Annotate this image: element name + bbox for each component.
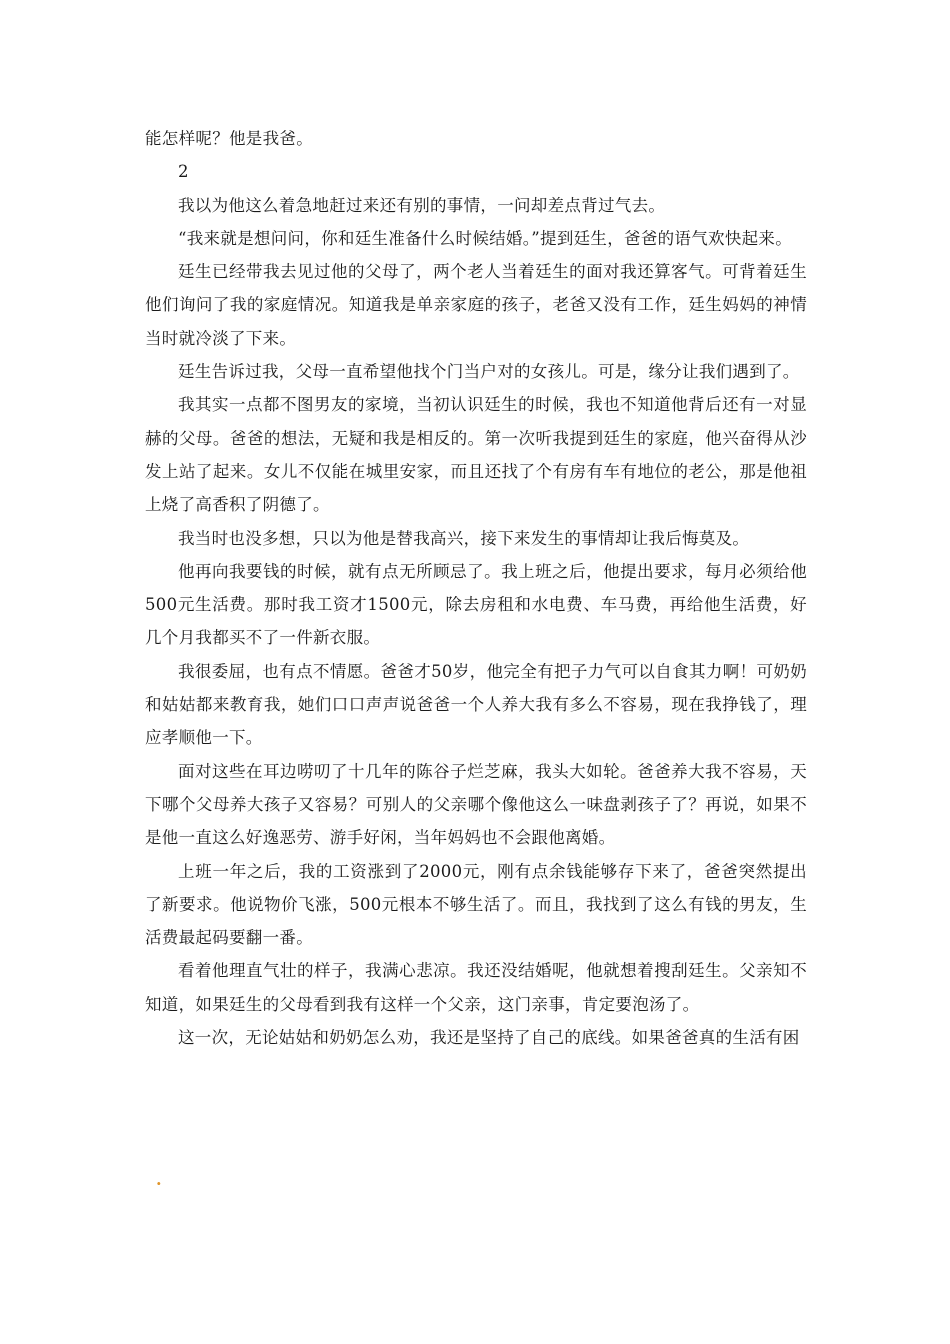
paragraph: 他再向我要钱的时候，就有点无所顾忌了。我上班之后，他提出要求，每月必须给他500元生活费。那时我工资才1500元，除去房租和水电费、车马费，再给他生活费，好几个月我都买不了一件新衣服。 (145, 561, 807, 648)
paragraph: 面对这些在耳边唠叨了十几年的陈谷子烂芝麻，我头大如轮。爸爸养大我不容易，天下哪个父母养大孩子又容易？可别人的父亲哪个像他这么一味盘剥孩子了？再说，如果不是他一直这么好逸恶劳、游手好闲，当年妈妈也不会跟他离婚。 (145, 761, 807, 848)
paragraph: 看着他理直气壮的样子，我满心悲凉。我还没结婚呢，他就想着搜刮廷生。父亲知不知道，如果廷生的父母看到我有这样一个父亲，这门亲事，肯定要泡汤了。 (145, 961, 807, 1014)
paragraph: “我来就是想问问，你和廷生准备什么时候结婚。”提到廷生，爸爸的语气欢快起来。 (178, 228, 793, 248)
paragraph: 廷生已经带我去见过他的父母了，两个老人当着廷生的面对我还算客气。可背着廷生他们询问了我的家庭情况。知道我是单亲家庭的孩子，老爸又没有工作，廷生妈妈的神情当时就冷淡了下来。 (145, 262, 807, 348)
paragraph: 我当时也没多想，只以为他是替我高兴，接下来发生的事情却让我后悔莫及。 (178, 528, 750, 548)
paragraph: 我很委屈，也有点不情愿。爸爸才50岁，他完全有把子力气可以自食其力啊！可奶奶和姑姑都来教育我，她们口口声声说爸爸一个人养大我有多么不容易，现在我挣钱了，理应孝顺他一下。 (145, 661, 807, 748)
body-text (145, 122, 807, 1054)
paragraph: 我其实一点都不图男友的家境，当初认识廷生的时候，我也不知道他背后还有一对显赫的父母。爸爸的想法，无疑和我是相反的。第一次听我提到廷生的家庭，他兴奋得从沙发上站了起来。女儿不仅能在城里安家，而且还找了个有房有车有地位的老公，那是他祖上烧了高香积了阴德了。 (145, 395, 807, 515)
paragraph: 我以为他这么着急地赶过来还有别的事情，一问却差点背过气去。 (178, 195, 666, 215)
paragraph: 上班一年之后，我的工资涨到了2000元，刚有点余钱能够存下来了，爸爸突然提出了新要求。他说物价飞涨，500元根本不够生活了。而且，我找到了这么有钱的男友，生活费最起码要翻一番。 (145, 861, 807, 948)
paragraph: 廷生告诉过我，父母一直希望他找个门当户对的女孩儿。可是，缘分让我们遇到了。 (178, 362, 800, 382)
paragraph: 这一次，无论姑姑和奶奶怎么劝，我还是坚持了自己的底线。如果爸爸真的生活有困 (178, 1028, 800, 1048)
paragraph-continuation: 能怎样呢？他是我爸。 (145, 129, 313, 148)
margin-dot-marker: . (156, 1170, 162, 1189)
section-number: 2 (178, 162, 189, 182)
